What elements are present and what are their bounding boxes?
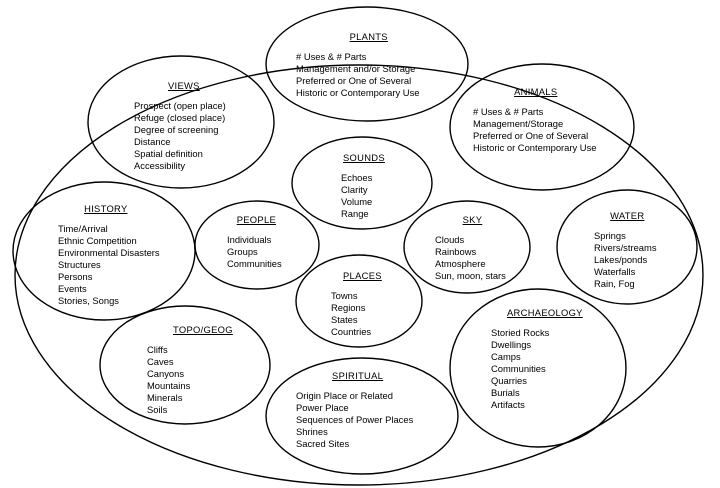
places-items [331, 290, 382, 338]
archaeology-node [491, 307, 583, 411]
archaeology-title: ARCHAEOLOGY [507, 307, 583, 318]
topo-geog-item: Minerals [147, 392, 183, 403]
history-item: Events [58, 283, 87, 294]
places-node [331, 270, 382, 338]
sounds-item: Range [341, 208, 369, 219]
plants-title: PLANTS [349, 31, 388, 42]
water-item: Waterfalls [594, 266, 636, 277]
topo-geog-title: TOPO/GEOG [173, 324, 233, 335]
places-item: Regions [331, 302, 366, 313]
people-node [227, 214, 282, 270]
water-title: WATER [610, 210, 645, 221]
views-title: VIEWS [168, 80, 200, 91]
archaeology-item: Artifacts [491, 399, 525, 410]
people-title: PEOPLE [236, 214, 277, 225]
sky-title: SKY [462, 214, 483, 225]
history-item: Time/Arrival [58, 223, 108, 234]
topo-geog-item: Caves [147, 356, 174, 367]
sky-item: Sun, moon, stars [435, 270, 506, 281]
sounds-items [341, 172, 385, 220]
views-items [134, 100, 226, 172]
archaeology-items [491, 327, 583, 411]
history-node [58, 203, 160, 307]
spiritual-node [296, 370, 413, 450]
sky-item: Rainbows [435, 246, 477, 257]
plants-item: Management and/or Storage [296, 63, 416, 74]
people-item: Individuals [227, 234, 272, 245]
history-item: Persons [58, 271, 93, 282]
history-item: Ethnic Competition [58, 235, 137, 246]
views-item: Prospect (open place) [134, 100, 226, 111]
animals-item: # Uses & # Parts [473, 106, 544, 117]
spiritual-item: Shrines [296, 426, 328, 437]
animals-item: Preferred or One of Several [473, 130, 589, 141]
history-title: HISTORY [84, 203, 128, 214]
archaeology-item: Storied Rocks [491, 327, 550, 338]
animals-item: Historic or Contemporary Use [473, 142, 597, 153]
views-item: Accessibility [134, 160, 186, 171]
archaeology-item: Communities [491, 363, 546, 374]
water-item: Rain, Fog [594, 278, 635, 289]
views-item: Refuge (closed place) [134, 112, 226, 123]
topo-geog-item: Canyons [147, 368, 185, 379]
sky-item: Atmosphere [435, 258, 486, 269]
places-item: Towns [331, 290, 358, 301]
water-items [594, 230, 657, 290]
sounds-item: Volume [341, 196, 373, 207]
sky-item: Clouds [435, 234, 465, 245]
plants-items [296, 51, 419, 99]
topo-geog-node [147, 324, 233, 416]
topo-geog-item: Soils [147, 404, 168, 415]
spiritual-items [296, 390, 413, 450]
views-item: Degree of screening [134, 124, 219, 135]
spiritual-title: SPIRITUAL [332, 370, 384, 381]
views-item: Distance [134, 136, 171, 147]
archaeology-item: Camps [491, 351, 521, 362]
water-item: Springs [594, 230, 626, 241]
plants-node [296, 31, 419, 99]
views-node [134, 80, 226, 172]
history-items [58, 223, 160, 307]
views-item: Spatial definition [134, 148, 203, 159]
animals-item: Management/Storage [473, 118, 564, 129]
spiritual-item: Power Place [296, 402, 349, 413]
history-item: Environmental Disasters [58, 247, 160, 258]
spiritual-item: Origin Place or Related [296, 390, 393, 401]
plants-item: # Uses & # Parts [296, 51, 367, 62]
sounds-item: Clarity [341, 184, 368, 195]
sky-items [435, 234, 506, 282]
sky-node [435, 214, 506, 282]
animals-items [473, 106, 596, 154]
topo-geog-item: Cliffs [147, 344, 168, 355]
archaeology-item: Burials [491, 387, 520, 398]
archaeology-item: Quarries [491, 375, 527, 386]
people-items [227, 234, 282, 270]
water-node [594, 210, 657, 290]
archaeology-item: Dwellings [491, 339, 532, 350]
animals-node [473, 86, 596, 154]
plants-item: Historic or Contemporary Use [296, 87, 420, 98]
history-item: Stories, Songs [58, 295, 119, 306]
spiritual-item: Sequences of Power Places [296, 414, 414, 425]
sounds-title: SOUNDS [343, 152, 385, 163]
topo-geog-items [147, 344, 233, 416]
places-item: Countries [331, 326, 372, 337]
topo-geog-item: Mountains [147, 380, 191, 391]
people-item: Groups [227, 246, 258, 257]
sounds-node [341, 152, 385, 220]
places-title: PLACES [343, 270, 382, 281]
water-item: Rivers/streams [594, 242, 657, 253]
spiritual-item: Sacred Sites [296, 438, 350, 449]
history-item: Structures [58, 259, 101, 270]
sounds-item: Echoes [341, 172, 373, 183]
people-item: Communities [227, 258, 282, 269]
water-item: Lakes/ponds [594, 254, 648, 265]
animals-title: ANIMALS [514, 86, 558, 97]
plants-item: Preferred or One of Several [296, 75, 412, 86]
places-item: States [331, 314, 358, 325]
